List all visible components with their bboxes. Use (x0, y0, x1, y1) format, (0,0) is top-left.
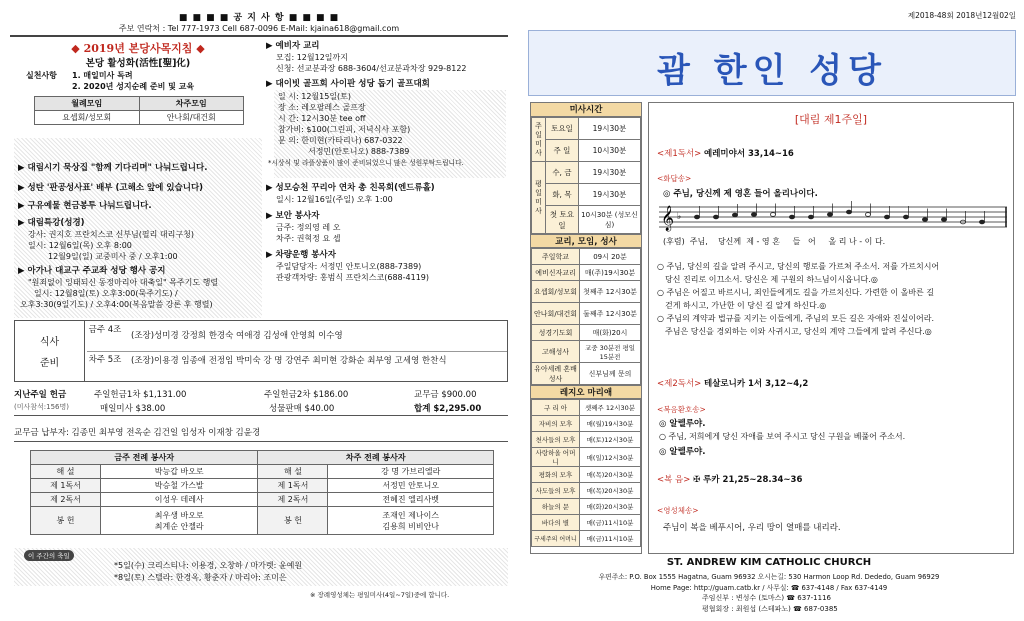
ministry-role: 봉 헌 (31, 507, 101, 535)
communion-antiphon: 주님이 복을 베푸시어, 우리 땅이 열매를 내리라. (663, 523, 841, 533)
note-head (751, 213, 756, 217)
mass-time: 19시30분 (578, 162, 640, 184)
note-head (732, 213, 737, 217)
pastoral-box (14, 40, 262, 136)
catechumen-1: 모집: 12월12일까지 (276, 53, 348, 62)
meetings-table (34, 96, 244, 125)
alleluia-1: ◎ 알렐루야. (659, 419, 706, 429)
edu-time: 교중 30분전 평일 15분전 (580, 341, 641, 363)
cathedral-2: 일시: 12월8일(토) 오후3:00(묵주기도) / (34, 289, 178, 298)
catechumen-2: 신청: 선교분과장 688-3604/선교분과차장 929-8122 (276, 64, 467, 73)
lecture-1: 강사: 권지호 프란치스코 신부님(필리 대리구청) (28, 230, 194, 239)
meeting-monthly: 요셉회/성모회 (35, 111, 140, 125)
note-head (922, 218, 927, 222)
right-notice-column (266, 40, 508, 318)
staff-lines (659, 207, 1007, 227)
ministry-name: 박능갑 바오로 (101, 465, 258, 479)
legio-time: 매(토)12시30분 (580, 432, 641, 448)
finance-b2: 성물판매 $40.00 (269, 404, 335, 414)
header-divider (10, 35, 508, 37)
reading-1: <제1독서> 예레미야서 33,14~16 (657, 149, 794, 159)
golf-place: 장 소: 레오팔레스 골프장 (278, 103, 366, 112)
curia-title: ▶ 성모승천 꾸리아 연차 총 친목회(엔드류홀) (266, 183, 435, 193)
tithe-payers: 교무금 납부자: 김종민 최부영 전옥순 김건일 임성자 이재창 김윤경 (14, 428, 261, 438)
president-info: 평협회장 : 최원섭 (스테파노) ☎ 687-0385 (702, 605, 838, 613)
birthday-label: 이 주간의 축일 (24, 550, 74, 561)
reading-2: <제2독서> 테살로니카 1서 3,12~4,2 (657, 379, 809, 389)
score-lyrics: (후렴) 주님, 당신께 제 - 영 혼 들 어 올 리 나 - 이 다. (663, 237, 886, 246)
mass-time-table (531, 117, 641, 234)
psalm-verses (657, 260, 1011, 338)
ministry-name: 박승철 가스발 (101, 479, 258, 493)
finance-label: 지난주일 헌금 (14, 390, 67, 400)
contact-info: 주보 연락처 : Tel 777-1973 Cell 687-0096 E-Mail: kjaina618@gmail.com (118, 24, 400, 33)
meal-next-week: 차주 5조 (88, 355, 122, 365)
ministry-role: 제 1독서 (31, 479, 101, 493)
legio-name: 구세주의 어머니 (532, 531, 580, 547)
mass-day: 토요일 (546, 118, 579, 140)
church-address: 우편주소: P.O. Box 1555 Hagatna, Guam 96932 오시는길: 530 Harmon Loop Rd. Dededo, Guam 96929 (598, 573, 940, 581)
meal-this-names: (조장)성미경 강정희 한경숙 여애경 김성애 안영희 이수영 (131, 331, 343, 341)
edu-time: 09시 20분 (580, 249, 641, 265)
tithe-box (14, 420, 508, 442)
golf-date: 일 시: 12월15일(토) (278, 92, 352, 101)
legio-name: 사도들의 모후 (532, 483, 580, 499)
ministry-name: 서정민 안토니오 (328, 479, 494, 493)
note-head (713, 215, 718, 219)
practice-2: 2. 2020년 성지순례 준비 및 교육 (72, 82, 195, 91)
note-head (808, 215, 813, 219)
treble-clef-icon: 𝄞 (661, 206, 675, 231)
notice-title: ■ ■ ■ ■ 공 지 사 항 ■ ■ ■ ■ (178, 13, 340, 23)
edu-time: 매(화)20시 (580, 325, 641, 341)
mass-day: 주 일 (546, 140, 579, 162)
vehicle-2: 관광객차량: 홍범식 프란치스코(688-4119) (276, 273, 430, 282)
edu-item: 주일학교 (532, 249, 580, 265)
golf-note: *시상식 및 라플상품이 많이 준비되었으니 많은 성원부탁드립니다. (268, 159, 464, 167)
notes (694, 201, 984, 224)
practice-1: 1. 매일미사 독려 (72, 71, 133, 80)
meeting-next: 안나회/대건회 (139, 111, 244, 125)
meeting-header-next: 차주모임 (139, 97, 244, 111)
church-homepage: Home Page: http://guam.catb.kr / 사무실: ☎ 637-4148 / Fax 637-4149 (650, 584, 888, 592)
ministry-row (31, 465, 494, 479)
mass-time: 19시30분 (578, 184, 640, 206)
finance-a1: 주일헌금1차 $1,131.00 (94, 390, 187, 400)
legio-table (531, 399, 641, 547)
birthday-line-2: *8일(토) 스텔라: 한경옥, 황춘자 / 마리아: 조미은 (114, 573, 287, 582)
liturgy-title: [대림 제1주일] (794, 113, 868, 126)
mass-day: 첫 토요일 (546, 206, 579, 234)
finance-attendance: (미사참석:156명) (14, 403, 69, 411)
lecture-2: 일시: 12월6일(목) 오후 8:00 (28, 241, 132, 250)
sunday-mass-label: 주일미사 (532, 118, 546, 162)
notice-4: ▶ 대림특강(성경) (18, 218, 85, 228)
note-head (789, 215, 794, 219)
vehicle-1: 주일담당자: 서정민 안토니오(888-7389) (276, 262, 422, 271)
catechumen-title: ▶ 예비자 교리 (266, 41, 320, 51)
meal-next-names: (조장)이용경 임종애 전정임 박미숙 강 명 강연주 최미현 강화순 최부영 고세영 한찬식 (131, 356, 447, 366)
ministry-table (30, 450, 494, 535)
ministry-role: 제 2독서 (258, 493, 328, 507)
meal-this-week: 금주 4조 (88, 325, 122, 335)
edu-item: 요셉회/성모회 (532, 281, 580, 303)
cathedral-3: 오후3:30(9일기도) / 오후4:00(복음말씀 강론 후 행렬) (20, 300, 213, 309)
vehicle-title: ▶ 차량운행 봉사자 (266, 250, 336, 260)
legio-time: 매(목)20시30분 (580, 467, 641, 483)
pastoral-title: ◆ 2019년 본당사목지침 ◆ (71, 42, 205, 55)
edu-item: 안나회/대건회 (532, 303, 580, 325)
masthead (528, 30, 1016, 96)
legio-name: 평화의 모후 (532, 467, 580, 483)
curia-date: 일시: 12월16일(주일) 오후 1:00 (276, 195, 393, 204)
edu-time: 매(주)19시30분 (580, 265, 641, 281)
pastoral-subtitle: 본당 활성화(活性[聖]化) (85, 58, 191, 69)
edu-title: 교리, 모임, 성사 (531, 234, 641, 248)
edu-time: 신부님께 문의 (580, 363, 641, 385)
finance-a2: 주일헌금2차 $186.00 (264, 390, 349, 400)
mass-day: 수, 금 (546, 162, 579, 184)
edu-item: 고해성사 (532, 341, 580, 363)
edu-time: 둘째주 12시30분 (580, 303, 641, 325)
ministry-header-next: 차주 전례 봉사자 (258, 451, 494, 465)
verse-2: ○ 주님은 어질고 바르시니, 죄인들에게도 길을 가르치신다. 가련한 이 올바른 길 (657, 288, 935, 297)
security-this: 금주: 정의영 레 오 (276, 223, 341, 232)
ministry-name: 이성우 데레사 (101, 493, 258, 507)
legio-time: 매(금)11시10분 (580, 531, 641, 547)
meal-label: 식사 준비 (15, 321, 85, 381)
cathedral-notice-title: ▶ 아가나 대교구 주교좌 성당 행사 공지 (18, 266, 166, 276)
right-page (522, 8, 1016, 613)
note-head (979, 220, 984, 224)
legio-name: 사랑하올 어머니 (532, 448, 580, 467)
mass-day: 화, 목 (546, 184, 579, 206)
notice-1: ▶ 대림시기 묵상집 "함께 기다리며" 나눠드립니다. (18, 163, 208, 173)
verse-2b: 걷게 하시고, 가난한 이 당신 길 알게 하신다.◎ (665, 301, 827, 310)
edu-item: 유아세례 혼배성사 (532, 363, 580, 385)
note-head (941, 218, 946, 222)
verse-3: ○ 주님의 계약과 법규를 지키는 이들에게, 주님의 모든 길은 자애와 진실이어라. (657, 314, 935, 323)
schedule-column (530, 102, 642, 554)
church-english-name: ST. ANDREW KIM CATHOLIC CHURCH (666, 557, 872, 568)
legio-title: 레지오 마리애 (531, 385, 641, 399)
notice-3: ▶ 구유예물 현금봉투 나눠드립니다. (18, 201, 152, 211)
golf-contact-1: 문 의: 한미현(카타리나) 687-0322 (278, 136, 403, 145)
psalm-refrain: ◎ 주님, 당신께 제 영혼 들어 올리나이다. (663, 189, 818, 199)
edu-item: 성경기도회 (532, 325, 580, 341)
ministry-row (31, 479, 494, 493)
note-head (694, 215, 699, 219)
golf-details (268, 90, 506, 178)
legio-name: 천사들의 모후 (532, 432, 580, 448)
note-head (884, 215, 889, 219)
psalm-label: <화답송> (657, 174, 692, 183)
mass-time: 10시30분 (578, 140, 640, 162)
finance-b1: 매일미사 $38.00 (100, 404, 166, 414)
golf-fee: 참가비: $100(그린피, 저녁식사 포함) (278, 125, 411, 134)
alleluia-verse: ○ 주님, 저희에게 당신 자애를 보여 주시고 당신 구원을 베풀어 주소서. (659, 432, 906, 441)
security-next: 차주: 권혁정 요 셉 (276, 234, 341, 243)
ministry-name: 최우생 바오로 최계순 안젤라 (101, 507, 258, 535)
finance-box (14, 386, 508, 416)
note-head (846, 210, 851, 214)
legio-time: 매(월)19시30분 (580, 416, 641, 432)
security-title: ▶ 보안 봉사자 (266, 211, 320, 221)
legio-time: 매(목)20시30분 (580, 483, 641, 499)
cathedral-1: "원죄없이 잉태되신 동정마리아 대축일" 목주기도 행렬 (28, 278, 219, 287)
verse-1: ○ 주님, 당신의 길을 알려 주시고, 당신의 행로를 가르쳐 주소서. 저를 가르치시어 (657, 262, 940, 271)
communion-label: <영성체송> (657, 506, 699, 515)
note-head (827, 213, 832, 217)
birthday-line-1: *5일(수) 크리스티나: 이용경, 오창하 / 마가렛: 윤예원 (114, 561, 303, 570)
legio-time: 매(화)20시30분 (580, 499, 641, 515)
legio-time: 셋째주 12시30분 (580, 400, 641, 416)
weekday-mass-label: 평일미사 (532, 162, 546, 234)
gospel: <복 음> ✠ 루카 21,25~28.34~36 (657, 475, 803, 485)
birthday-box (14, 548, 508, 586)
legio-name: 바다의 별 (532, 515, 580, 531)
ministry-row (31, 493, 494, 507)
alleluia-label: <복음환호송> (657, 405, 706, 414)
edu-time: 첫째주 12시30분 (580, 281, 641, 303)
ministry-role: 봉 헌 (258, 507, 328, 535)
legio-name: 자비의 모후 (532, 416, 580, 432)
mass-time: 19시30분 (578, 118, 640, 140)
golf-time: 시 간: 12시30분 tee off (278, 114, 366, 123)
legio-time: 매(일)12시30분 (580, 448, 641, 467)
note-head (770, 213, 775, 217)
ministry-role: 제 1독서 (258, 479, 328, 493)
left-notice-area (14, 138, 262, 318)
legio-time: 매(금)11시10분 (580, 515, 641, 531)
flat-icon: ♭ (677, 212, 682, 222)
alleluia-2: ◎ 알렐루야. (659, 447, 706, 457)
golf-contact-2: 서정민(안토니오) 888-7389 (308, 147, 410, 156)
priest-info: 주임신부 : 변성수 (토마스) ☎ 637-1116 (702, 594, 831, 602)
verse-1b: 당신 진리로 이끄소서. 당신은 제 구원의 하느님이시옵니다.◎ (665, 275, 878, 284)
note-head (865, 213, 870, 217)
golf-title: ▶ 대이빗 골프회 사이판 성당 돕기 골프대회 (266, 79, 430, 89)
mass-time: 10시30분 (성모신심) (578, 206, 640, 234)
note-head (903, 215, 908, 219)
ministry-role: 제 2독서 (31, 493, 101, 507)
ministry-role: 해 설 (31, 465, 101, 479)
finance-a3: 교무금 $900.00 (414, 390, 477, 400)
verse-3b: 주님은 당신을 경외하는 이와 사귀시고, 당신의 계약 그들에게 알려 주신다.◎ (665, 327, 932, 336)
ministry-role: 해 설 (258, 465, 328, 479)
ministry-name: 전혜진 엘리사벳 (328, 493, 494, 507)
liturgy-box (648, 102, 1014, 554)
mass-time-title: 미사시간 (531, 103, 641, 117)
meeting-header-monthly: 월례모임 (35, 97, 140, 111)
ministry-name: 조재인 제나이스 김용희 비비안나 (328, 507, 494, 535)
ministry-row (31, 507, 494, 535)
ministry-name: 강 명 가브리엘라 (328, 465, 494, 479)
church-name: 괌 한인 성당 (657, 51, 887, 91)
ministry-header-this: 금주 전례 봉사자 (31, 451, 258, 465)
practice-label: 실천사항 (26, 71, 57, 80)
left-page (10, 8, 508, 613)
meal-box (14, 320, 508, 382)
legio-name: 하늘의 문 (532, 499, 580, 515)
issue-number: 제2018-48회 2018년12월02일 (907, 11, 1016, 20)
music-score (659, 201, 1009, 235)
notice-2: ▶ 성탄 '판공성사표' 배부 (고해소 앞에 있습니다) (18, 183, 204, 193)
lecture-3: 12월9일(일) 교중미사 중 / 오후1:00 (48, 252, 178, 261)
edu-table (531, 248, 641, 385)
finance-total: 합계 $2,295.00 (414, 404, 482, 414)
legio-name: 구 리 아 (532, 400, 580, 416)
funeral-note: ※ 장례영성체는 평일미사(4일~7일)중에 합니다. (310, 591, 450, 599)
edu-item: 예비신자교리 (532, 265, 580, 281)
meal-divider (87, 351, 507, 352)
